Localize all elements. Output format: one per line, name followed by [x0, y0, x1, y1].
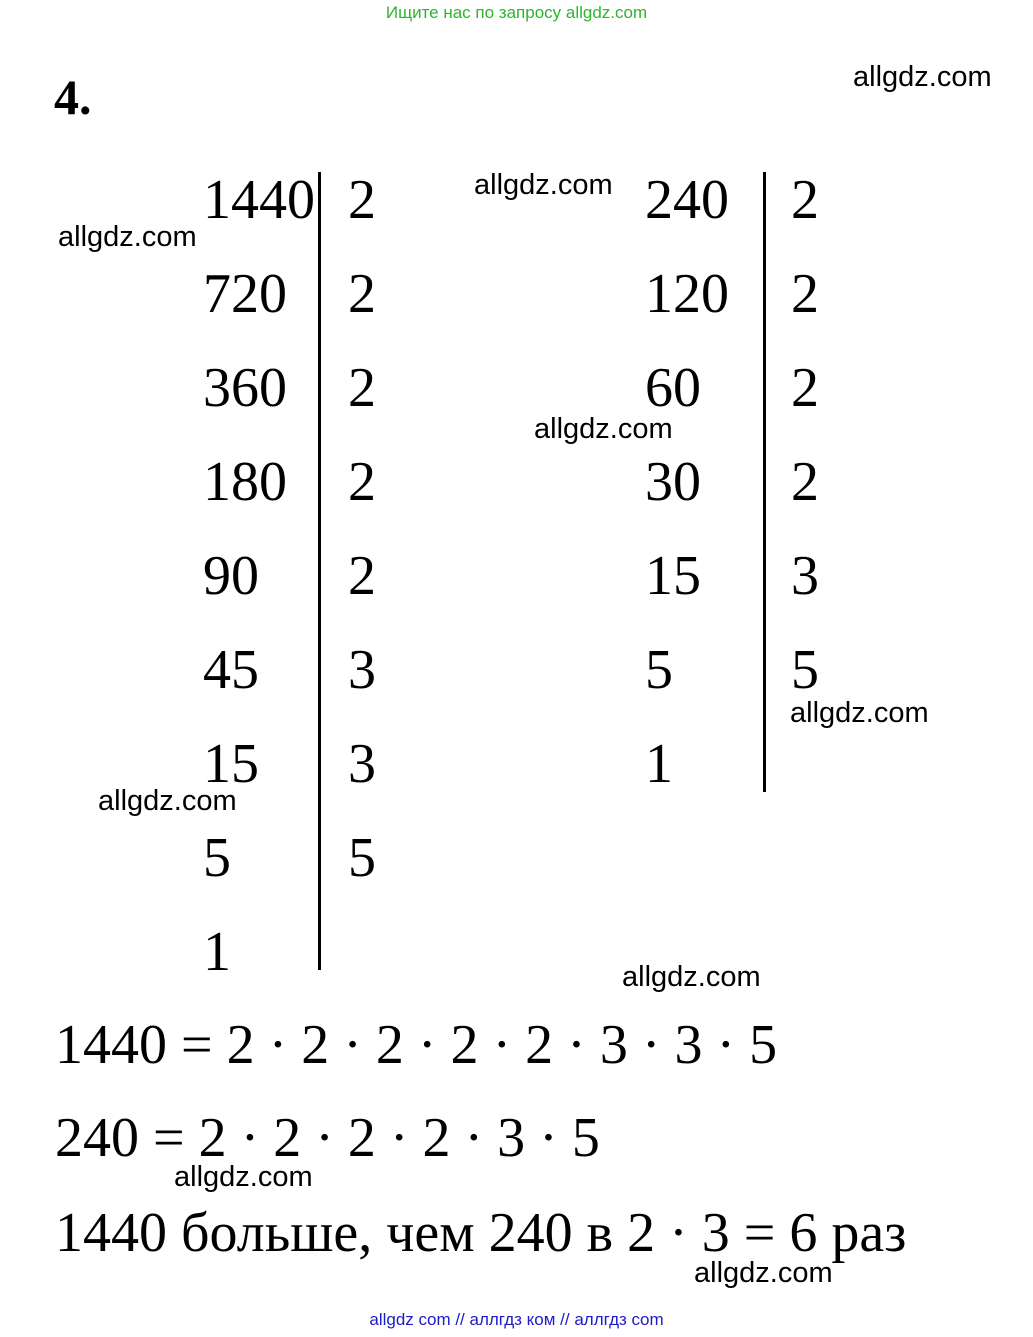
divisor: 2: [348, 545, 376, 607]
watermark: allgdz.com: [474, 169, 613, 201]
dividend: 120: [645, 263, 729, 325]
dividend: 1440: [203, 169, 315, 231]
divisor: 2: [348, 357, 376, 419]
dividend: 60: [645, 357, 701, 419]
divisor: 3: [791, 545, 819, 607]
divisor: 3: [348, 639, 376, 701]
divisor: 2: [791, 169, 819, 231]
watermark: allgdz.com: [174, 1161, 313, 1193]
result-line-2: 240 = 2 · 2 · 2 · 2 · 3 · 5: [55, 1107, 600, 1169]
divisor: 2: [791, 263, 819, 325]
dividend: 90: [203, 545, 259, 607]
dividend: 180: [203, 451, 287, 513]
dividend: 5: [645, 639, 673, 701]
dividend: 30: [645, 451, 701, 513]
dividend: 1: [203, 921, 231, 983]
watermark: allgdz.com: [622, 961, 761, 993]
watermark: allgdz.com: [790, 697, 929, 729]
dividend: 240: [645, 169, 729, 231]
top-banner[interactable]: Ищите нас по запросу allgdz.com: [385, 3, 648, 22]
watermark: allgdz.com: [58, 221, 197, 253]
dividend: 1: [645, 733, 673, 795]
dividend: 360: [203, 357, 287, 419]
dividend: 45: [203, 639, 259, 701]
task-number: 4.: [54, 69, 92, 125]
divisor: 5: [791, 639, 819, 701]
divisor: 5: [348, 827, 376, 889]
dividend: 15: [645, 545, 701, 607]
bottom-banner[interactable]: allgdz com // аллгдз ком // аллгдз com: [369, 1310, 664, 1329]
result-line-1: 1440 = 2 · 2 · 2 · 2 · 2 · 3 · 3 · 5: [55, 1014, 778, 1076]
divisor: 2: [791, 357, 819, 419]
divisor: 2: [348, 263, 376, 325]
divider-line-right: [763, 172, 766, 792]
divider-line-left: [318, 172, 321, 970]
watermark: allgdz.com: [694, 1257, 833, 1289]
watermark: allgdz.com: [534, 413, 673, 445]
divisor: 3: [348, 733, 376, 795]
watermark: allgdz.com: [98, 785, 237, 817]
dividend: 5: [203, 827, 231, 889]
result-line-3: 1440 больше, чем 240 в 2 · 3 = 6 раз: [55, 1202, 907, 1264]
dividend: 15: [203, 733, 259, 795]
dividend: 720: [203, 263, 287, 325]
watermark: allgdz.com: [853, 61, 992, 93]
divisor: 2: [348, 451, 376, 513]
divisor: 2: [348, 169, 376, 231]
divisor: 2: [791, 451, 819, 513]
